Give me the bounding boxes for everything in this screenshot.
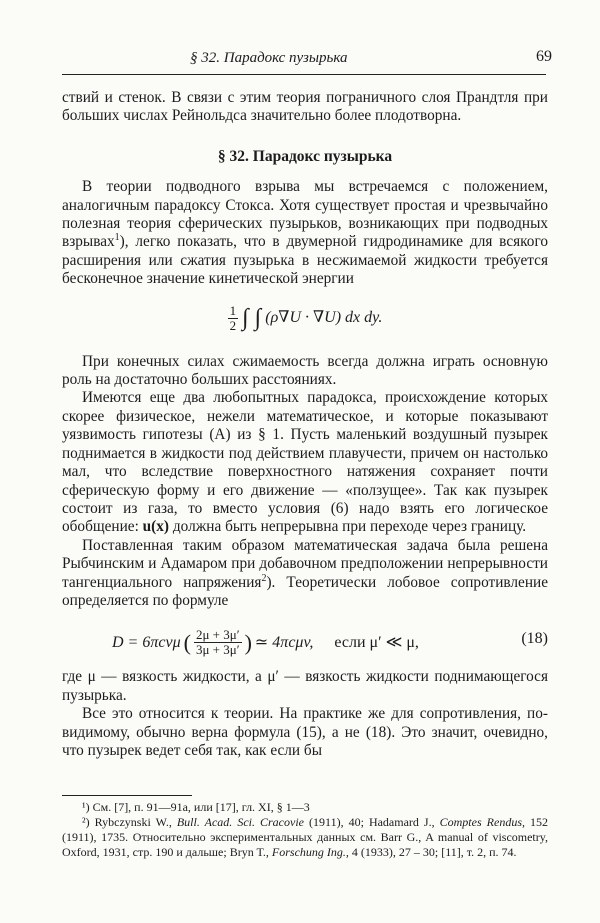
journal-title: Comptes Rendus, — [439, 815, 525, 829]
footnote-1: ¹) См. [7], п. 91—91а, или [17], гл. XI, § 1—3 — [82, 800, 310, 814]
footnote-text: ²) Rybczynski W., — [82, 815, 177, 829]
drag-lhs: D = 6πcvμ — [112, 633, 181, 651]
paragraph-practice: Все это относится к теории. На практике же для сопротивления, по-видимому, обычно верна формула (15), а не (18). Это значит, очевидно, что пузырек ведет себя так, как если бы — [62, 705, 548, 759]
paragraph-paradoxes — [62, 389, 548, 536]
footnote-2 — [62, 815, 548, 860]
paragraph-text: Имеются еще два любопытных парадокса, происхождение которых скорее физическое, нежели математическое, и которые показывают уязвимость гипотезы (А) из § 1. Пусть маленький воздушный пузырек поднимается в жидкости под действием плавучести, причем он настолько мал, что вследствие поверхностного натяжения сохраняет почти сферическую форму и его движение — «ползущее». Так как пузырек состоит из газа, то вместо условия (6) надо взять его логическое обобщение: — [62, 389, 548, 536]
page-number: 69 — [536, 48, 552, 65]
drag-fraction — [194, 628, 242, 657]
equation-number: (18) — [521, 630, 548, 648]
footnotes — [62, 795, 548, 860]
paragraph-text: В теории подводного взрыва мы встречаемся с положением, аналогичным парадоксу Стокса. Хотя существует простая и чрезвычайно полезная теория сферических пузырьков, возникающих при подводных взрывах — [62, 178, 548, 251]
paragraph-underwater-explosion — [62, 178, 548, 288]
paragraph-compressibility: При конечных силах сжимаемость всегда должна играть основную роль на достаточно больших расстояниях. — [62, 352, 548, 389]
fraction-denominator: 2 — [229, 318, 237, 334]
drag-formula — [62, 618, 548, 662]
footnote-rule — [62, 795, 192, 796]
page-body — [62, 89, 548, 760]
double-integral: ∫ ∫ — [242, 305, 262, 332]
page-header — [0, 0, 600, 80]
vector-u: u(x) — [142, 518, 170, 536]
footnote-text: 152 (1911), 1735. Относительно экспериментальных данных см. Barr G., A manual of viscometry, Oxford, 1931, стр. 190 и дальше; Bryn T., — [62, 815, 549, 859]
journal-title: Bull. Acad. Sci. Cracovie — [176, 815, 304, 829]
drag-fraction-denominator: 3μ + 3μ′ — [195, 642, 240, 658]
fraction-numerator: 1 — [229, 303, 237, 319]
paragraph-text: ). Теоретически лобовое сопротивление определяется по формуле — [62, 573, 548, 609]
footnote-ref-2[interactable]: 2 — [261, 572, 267, 584]
drag-formula-body: D = 6πcvμ ( $\frac{2\mu + 3\mu'}{3\mu + 3\mu'}$ ) ≃ 4πcμv, если μ′ ≪ μ, — [112, 627, 419, 658]
paragraph-continuation: ствий и стенок. В связи с этим теория пограничного слоя Прандтля при больших числах Рейнольдса значительно более плодотворна. — [62, 89, 548, 125]
header-rule — [62, 74, 546, 75]
paragraph-viscosity-definition: где μ — вязкость жидкости, а μ′ — вязкость жидкости поднимающегося пузырька. — [62, 668, 548, 704]
paragraph-rybczynski — [62, 537, 548, 611]
fraction-half — [228, 304, 239, 333]
footnote-text: 4 (1933), 27 – 30; [11], т. 2, п. 74. — [348, 845, 517, 859]
running-title: § 32. Парадокс пузырька — [190, 50, 348, 66]
paragraph-text: ), легко показать, что в двумерной гидродинамике для всякого расширения или сжатия пузырька в несжимаемой жидкости требуется бесконечное значение кинетической энергии — [62, 233, 548, 288]
footnote-ref-1[interactable]: 1 — [114, 232, 120, 244]
drag-fraction-numerator: 2μ + 3μ′ — [195, 627, 240, 643]
integrand: (ρ∇U · ∇U) dx dy. — [265, 309, 383, 327]
drag-condition: если μ′ ≪ μ, — [334, 633, 419, 651]
section-title: § 32. Парадокс пузырька — [217, 147, 393, 165]
journal-title: Forschung Ing., — [271, 845, 349, 859]
drag-rhs: ≃ 4πcμv, — [254, 633, 314, 651]
paragraph-text: должна быть непрерывна при переходе через границу. — [169, 518, 527, 536]
paragraph-text: Поставленная таким образом математическая задача была решена Рыбчинским и Адамаром при добавочном предположении непрерывности тангенциального напряжения — [62, 536, 548, 591]
kinetic-energy-formula — [62, 299, 548, 339]
footnote-text: (1911), 40; Hadamard J., — [304, 815, 440, 829]
